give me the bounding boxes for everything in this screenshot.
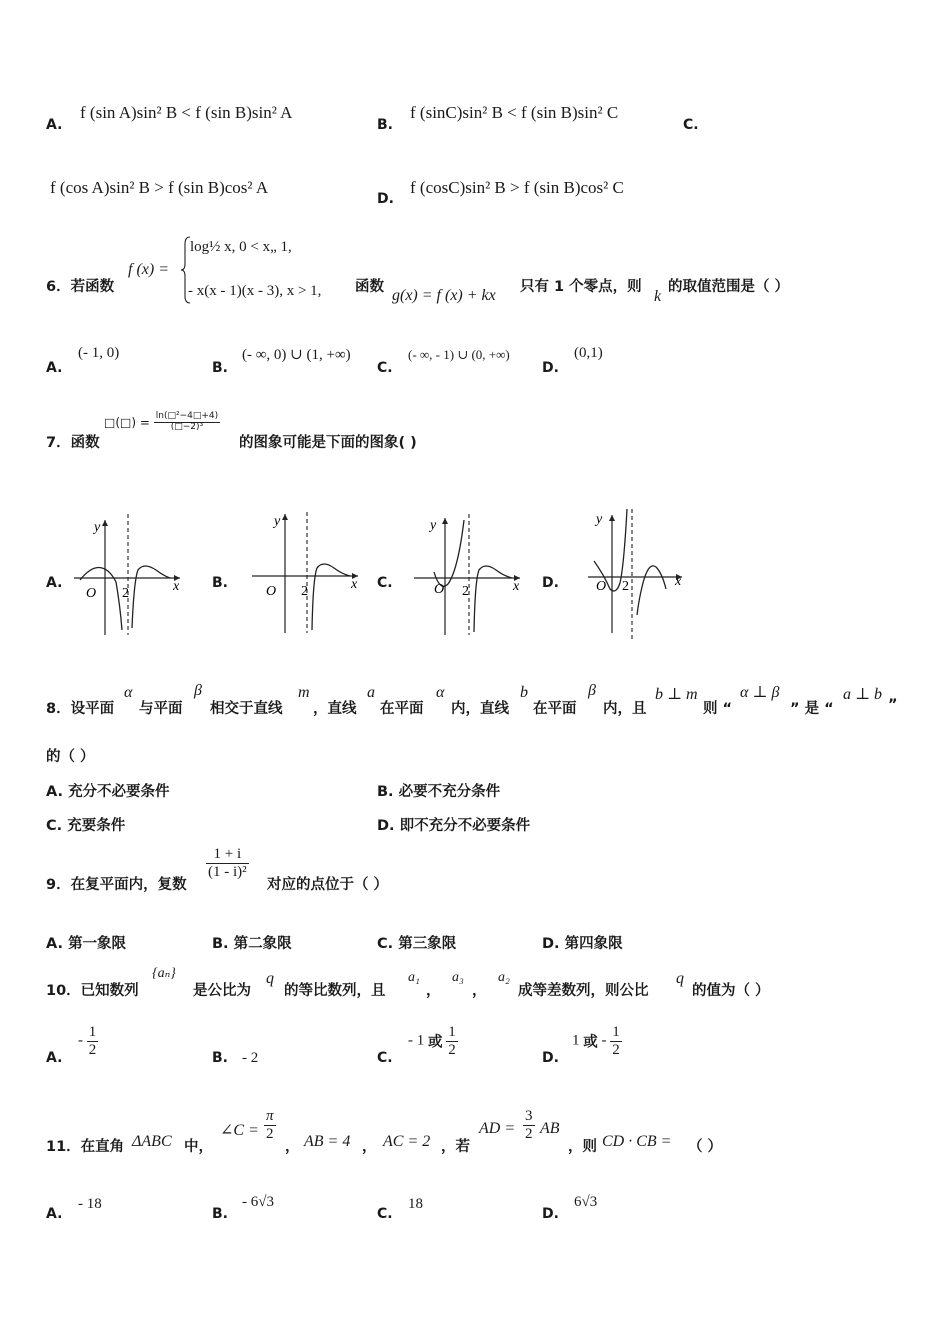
q8-alpha-2: α [436, 684, 445, 701]
q7-lead: 7．函数 [46, 435, 100, 451]
q7-b-x-label: x [351, 577, 358, 592]
q7-graph-a [72, 510, 192, 640]
q8-t10: ” [888, 697, 898, 713]
q11-t4: ，若 [441, 1139, 470, 1155]
q8-beta-1: β [194, 682, 202, 699]
q5-option-d-label: D. [377, 191, 394, 207]
q10-option-a-sign: - [78, 1032, 83, 1049]
q10-option-a-label: A. [46, 1050, 63, 1066]
q10-option-b: - 2 [242, 1050, 259, 1066]
q7-formula-lhs: □(□) = [104, 415, 150, 430]
q8-t6: 在平面 [533, 701, 577, 717]
q9-option-a [46, 932, 126, 953]
q10-comma-2: ， [472, 983, 487, 999]
q7-b-tick: 2 [301, 584, 308, 599]
q11-three: 3 [525, 1108, 533, 1124]
q7-a-y-label: y [94, 520, 101, 535]
q9-option-c-label: C. [377, 936, 394, 952]
q9-option-a-label: A. [46, 936, 63, 952]
q7-option-c-label: C. [377, 575, 393, 591]
q9-num: 1 + i [206, 846, 249, 864]
q11-option-c: 18 [408, 1196, 423, 1212]
q10-lead: 10．已知数列 [46, 983, 139, 999]
q7-c-tick: 2 [462, 584, 469, 599]
q8-t5: 内，直线 [451, 701, 509, 717]
q8-option-b-text: 必要不充分条件 [398, 784, 501, 800]
q7-tail: 的图象可能是下面的图象( ) [239, 435, 417, 451]
q5-option-d-formula: f (cosC)sin² B > f (sin B)cos² C [410, 178, 624, 197]
q11-option-d-label: D. [542, 1206, 559, 1222]
q8-t8: 则 “ [703, 701, 733, 717]
q10-option-c [408, 1024, 458, 1058]
q7-graph-c [412, 510, 532, 640]
q6-tail2: 的取值范围是（ ） [668, 279, 790, 295]
q7-d-origin: O [596, 579, 607, 594]
q10-a3: a₃ [452, 970, 464, 985]
q7-formula-fraction [154, 412, 220, 433]
q7-option-b-label: B. [212, 575, 228, 591]
q5-option-b-formula: f (sinC)sin² B < f (sin B)sin² C [410, 103, 619, 122]
q6-option-a-label: A. [46, 360, 63, 376]
q11-option-a-label: A. [46, 1206, 63, 1222]
q10-option-d-num: 1 [612, 1024, 620, 1040]
q10-option-c-pre: - 1 [408, 1032, 425, 1049]
q10-option-c-or: 或 [428, 1034, 443, 1051]
q11-t3: ， [362, 1139, 377, 1155]
q11-option-b: - 6√3 [242, 1194, 274, 1210]
q9-den: (1 - i)² [208, 863, 247, 880]
q6-mid: 函数 [355, 279, 384, 295]
q7-c-x-label: x [513, 579, 520, 594]
q7-a-origin: O [86, 586, 97, 601]
q11-t6: （ ） [688, 1139, 723, 1155]
q8-t9: ” 是 “ [790, 701, 834, 717]
q10-option-a-frac [87, 1024, 99, 1058]
q10-t4: 的值为（ ） [692, 983, 770, 999]
q7-option-d-label: D. [542, 575, 559, 591]
q9-option-d-label: D. [542, 936, 560, 952]
q10-option-a-num: 1 [88, 1024, 97, 1040]
q8-t7: 内，且 [603, 701, 647, 717]
q9-option-c-text: 第三象限 [398, 936, 457, 952]
q8-lead: 8．设平面 [46, 701, 115, 717]
q6-option-a: (- 1, 0) [78, 345, 120, 361]
q10-t2: 的等比数列，且 [284, 983, 386, 999]
q8-t2: 相交于直线 [210, 701, 283, 717]
q7-graph-b [250, 508, 370, 638]
q10-option-d-or: 或 [583, 1034, 598, 1051]
q5-option-a-label: A. [46, 117, 63, 133]
q11-pi: π [266, 1108, 274, 1124]
q10-option-d-label: D. [542, 1050, 559, 1066]
q10-option-d-den: 2 [612, 1041, 620, 1058]
q5-option-c-formula: f (cos A)sin² B > f (sin B)cos² A [50, 178, 269, 197]
q11-two2: 2 [525, 1125, 533, 1142]
q8-option-a-text: 充分不必要条件 [68, 784, 170, 800]
q11-ab: AB = 4 [304, 1133, 351, 1150]
q10-a1: a₁ [408, 970, 420, 985]
q11-t5: ，则 [568, 1139, 597, 1155]
q7-formula-den: (□−2)³ [170, 421, 204, 432]
q11-t2: ， [285, 1139, 300, 1155]
q11-three-halves-body [523, 1108, 535, 1142]
q11-dot: CD · CB = [602, 1133, 672, 1150]
q7-b-origin: O [266, 584, 277, 599]
q10-seq: {aₙ} [152, 966, 176, 981]
q11-ad: AD = [479, 1120, 516, 1137]
q7-d-y-label: y [596, 512, 603, 527]
q8-line2: 的（ ） [46, 749, 95, 765]
q11-abv: AB [540, 1120, 560, 1137]
q8-option-d-label: D. [377, 818, 395, 834]
q10-comma-1: ， [426, 983, 441, 999]
q8-option-d [377, 814, 530, 835]
q7-c-origin: O [434, 582, 445, 597]
q8-alpha-1: α [124, 684, 133, 701]
q7-d-x-label: x [675, 574, 682, 589]
q6-gx: g(x) = f (x) + kx [392, 287, 496, 304]
q11-tri: ΔABC [132, 1133, 172, 1150]
q6-fx: f (x) = [128, 261, 169, 278]
q6-k: k [654, 288, 662, 305]
q9-tail: 对应的点位于（ ） [267, 877, 389, 893]
q5-option-a-formula: f (sin A)sin² B < f (sin B)sin² A [80, 103, 293, 122]
q10-option-d-sign: - [601, 1032, 607, 1049]
q6-option-c-label: C. [377, 360, 393, 376]
q6-tail1: 只有 1 个零点，则 [520, 279, 642, 295]
q6-option-d: (0,1) [574, 345, 603, 361]
q8-a: a [367, 684, 375, 701]
q6-case1: log½ x, 0 < x„ 1, [190, 239, 292, 255]
q10-option-a-den: 2 [88, 1041, 97, 1058]
q7-graph-d [586, 505, 696, 645]
q11-option-c-label: C. [377, 1206, 393, 1222]
q6-lead: 6．若函数 [46, 279, 115, 295]
q9-option-b-label: B. [212, 936, 229, 952]
q7-c-y-label: y [430, 518, 437, 533]
q8-m: m [298, 684, 310, 701]
q7-b-y-label: y [274, 514, 281, 529]
q10-t3: 成等差数列，则公比 [518, 983, 649, 999]
q6-option-b-label: B. [212, 360, 228, 376]
q8-b: b [520, 684, 528, 701]
q10-option-d-frac [610, 1024, 622, 1058]
q8-bm: b ⊥ m [655, 686, 698, 703]
q9-lead: 9．在复平面内，复数 [46, 877, 187, 893]
q11-pi-frac-body [264, 1108, 276, 1142]
q7-d-tick: 2 [622, 579, 629, 594]
q11-t1: 中， [184, 1139, 213, 1155]
q11-two: 2 [266, 1125, 274, 1142]
q8-option-d-text: 即不充分不必要条件 [399, 818, 531, 834]
q10-option-b-label: B. [212, 1050, 228, 1066]
q8-t3: ，直线 [313, 701, 357, 717]
q11-ac: AC = 2 [383, 1133, 431, 1150]
q9-option-b [212, 932, 292, 953]
q9-option-d-text: 第四象限 [564, 936, 623, 952]
q11-angle: ∠C = [220, 1122, 259, 1139]
q10-option-c-num: 1 [448, 1024, 456, 1040]
q7-a-x-label: x [173, 579, 180, 594]
q9-option-c [377, 932, 456, 953]
q10-option-c-den: 2 [448, 1041, 456, 1058]
q8-option-c [46, 814, 125, 835]
q9-fraction [206, 846, 249, 880]
q8-option-b-label: B. [377, 784, 394, 800]
q9-option-d [542, 932, 623, 953]
q10-t1: 是公比为 [193, 983, 251, 999]
q8-t1: 与平面 [139, 701, 183, 717]
q10-option-a [78, 1024, 98, 1058]
q10-q-1: q [266, 970, 274, 987]
q8-option-c-label: C. [46, 818, 63, 834]
q5-option-b-label: B. [377, 117, 393, 133]
q9-option-b-text: 第二象限 [233, 936, 292, 952]
q8-option-a-label: A. [46, 784, 63, 800]
q11-lead: 11．在直角 [46, 1139, 125, 1155]
q10-option-c-label: C. [377, 1050, 393, 1066]
q11-pi-frac [264, 1108, 276, 1142]
q8-t4: 在平面 [380, 701, 424, 717]
q7-formula [104, 412, 220, 433]
q9-option-a-text: 第一象限 [68, 936, 127, 952]
q6-case2: - x(x - 1)(x - 3), x > 1, [188, 283, 322, 299]
q11-option-b-label: B. [212, 1206, 228, 1222]
q6-option-d-label: D. [542, 360, 559, 376]
q6-option-c: (- ∞, - 1) ∪ (0, +∞) [408, 347, 510, 362]
q7-option-a-label: A. [46, 575, 63, 591]
q11-option-d: 6√3 [574, 1194, 598, 1210]
q10-option-c-frac [446, 1024, 458, 1058]
q8-beta-2: β [588, 682, 596, 699]
q11-three-halves [523, 1108, 535, 1142]
q8-option-a [46, 780, 170, 801]
q7-a-tick: 2 [122, 586, 129, 601]
q7-formula-num: ln(□²−4□+4) [155, 411, 219, 421]
q10-option-d [572, 1024, 622, 1058]
q8-option-b [377, 780, 500, 801]
q8-line-perp: a ⊥ b [843, 686, 883, 703]
q8-plane-perp: α ⊥ β [740, 684, 780, 701]
q10-a2: a₂ [498, 970, 510, 985]
q6-option-b: (- ∞, 0) ∪ (1, +∞) [242, 347, 351, 363]
q10-q-2: q [676, 970, 684, 987]
q9-fraction-body [206, 846, 249, 880]
q5-option-c-label: C. [683, 117, 699, 133]
q8-option-c-text: 充要条件 [67, 818, 126, 834]
q11-option-a: - 18 [78, 1196, 102, 1212]
q10-option-d-pre: 1 [572, 1032, 580, 1049]
